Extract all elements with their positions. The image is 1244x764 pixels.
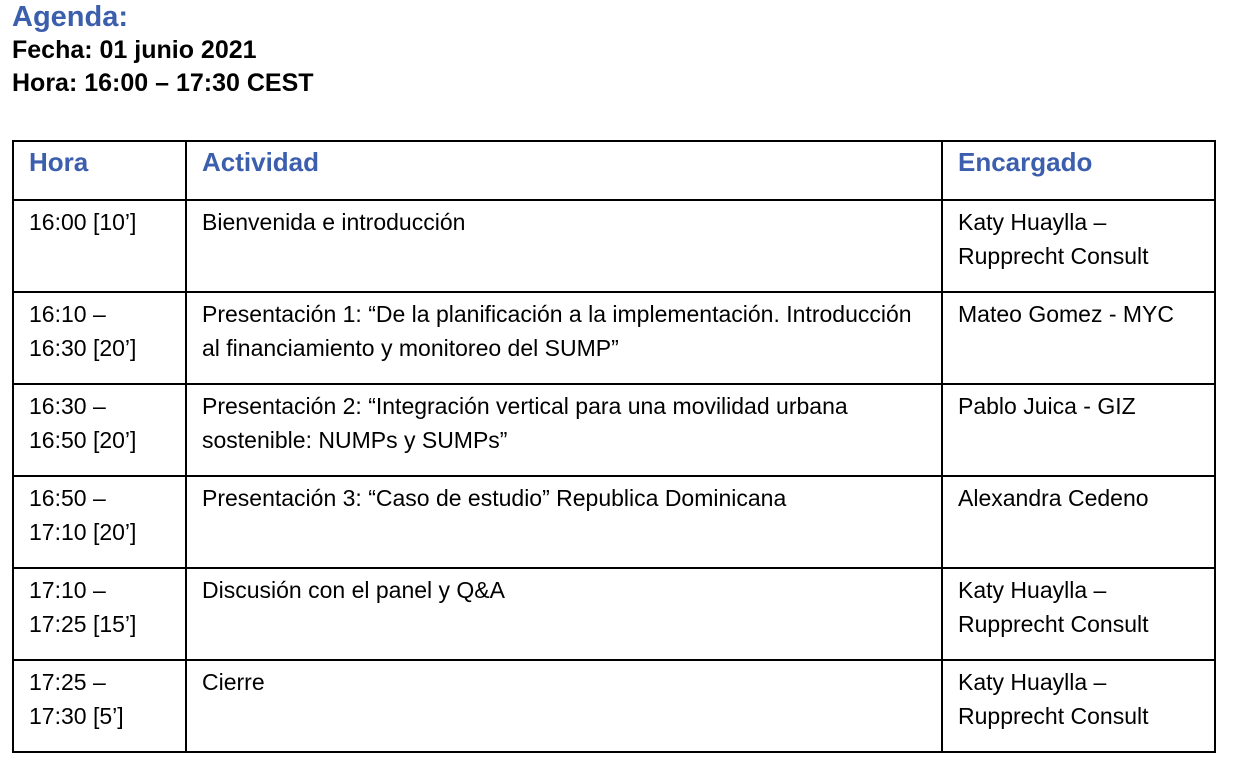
agenda-table: [12, 140, 1216, 753]
table-row: [13, 568, 1215, 660]
encargado-cell: Pablo Juica - GIZ: [942, 384, 1215, 476]
actividad-cell: Discusión con el panel y Q&A: [186, 568, 942, 660]
column-header-actividad: Actividad: [186, 141, 942, 200]
encargado-cell: Katy Huaylla – Rupprecht Consult: [942, 660, 1215, 752]
actividad-cell: Bienvenida e introducción: [186, 200, 942, 292]
hora-line: 17:10 –: [29, 577, 106, 603]
hora-cell: [13, 200, 186, 292]
actividad-cell: Cierre: [186, 660, 942, 752]
hora-line: 17:25 –: [29, 669, 106, 695]
actividad-cell: Presentación 3: “Caso de estudio” Republica Dominicana: [186, 476, 942, 568]
hora-line: 16:50 –: [29, 485, 106, 511]
column-header-hora: Hora: [13, 141, 186, 200]
hora-cell: [13, 568, 186, 660]
hora-line: 16:00 [10’]: [29, 209, 137, 235]
page-title: Agenda:: [12, 1, 128, 33]
encargado-cell: Mateo Gomez - MYC: [942, 292, 1215, 384]
encargado-cell: Katy Huaylla – Rupprecht Consult: [942, 568, 1215, 660]
table-row: [13, 200, 1215, 292]
encargado-cell: Alexandra Cedeno: [942, 476, 1215, 568]
actividad-cell: Presentación 2: “Integración vertical para una movilidad urbana sostenible: NUMPs y SUMPs”: [186, 384, 942, 476]
column-header-encargado: Encargado: [942, 141, 1215, 200]
hora-line: 17:25 [15’]: [29, 611, 137, 637]
hora-cell: [13, 384, 186, 476]
hora-line: 16:30 –: [29, 393, 106, 419]
hora-line: 17:30 [5’]: [29, 703, 124, 729]
table-header-row: [13, 141, 1215, 200]
agenda-header: [12, 0, 314, 100]
hora-line: 16:30 [20’]: [29, 335, 137, 361]
time-line: Hora: 16:00 – 17:30 CEST: [12, 69, 314, 97]
actividad-cell: Presentación 1: “De la planificación a la implementación. Introducción al financiamiento y monitoreo del SUMP”: [186, 292, 942, 384]
date-line: Fecha: 01 junio 2021: [12, 36, 257, 64]
encargado-cell: Katy Huaylla – Rupprecht Consult: [942, 200, 1215, 292]
table-row: [13, 292, 1215, 384]
table-row: [13, 660, 1215, 752]
hora-line: 16:10 –: [29, 301, 106, 327]
hora-cell: [13, 292, 186, 384]
hora-cell: [13, 660, 186, 752]
hora-line: 17:10 [20’]: [29, 519, 137, 545]
hora-line: 16:50 [20’]: [29, 427, 137, 453]
table-row: [13, 476, 1215, 568]
table-row: [13, 384, 1215, 476]
hora-cell: [13, 476, 186, 568]
